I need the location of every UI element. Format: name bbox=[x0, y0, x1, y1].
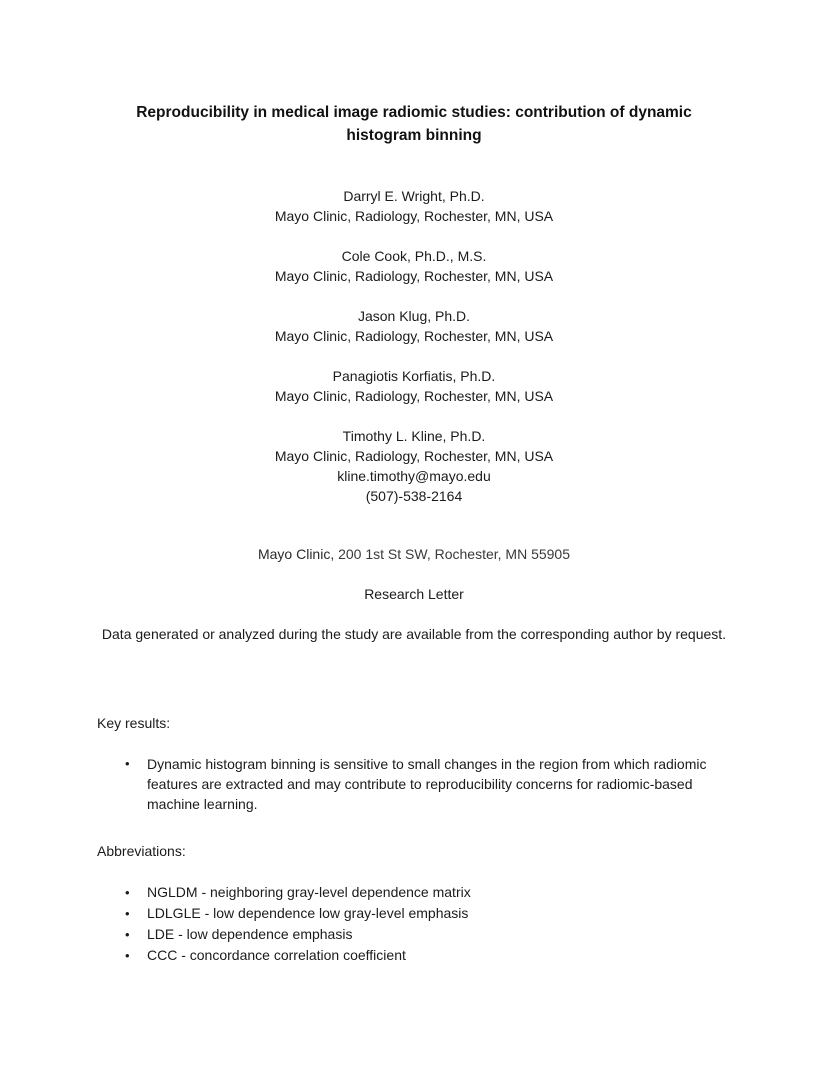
author-affiliation: Mayo Clinic, Radiology, Rochester, MN, USA bbox=[274, 388, 554, 404]
author-affiliation: Mayo Clinic, Radiology, Rochester, MN, USA bbox=[274, 208, 554, 224]
data-availability-statement: Data generated or analyzed during the study are available from the corresponding author by request. bbox=[101, 626, 727, 642]
bullet-icon: • bbox=[125, 927, 130, 942]
list-item-text: CCC - concordance correlation coefficient bbox=[147, 947, 406, 963]
key-results-heading: Key results: bbox=[97, 715, 171, 731]
author-list bbox=[97, 186, 731, 506]
author-email: kline.timothy@mayo.edu bbox=[337, 468, 491, 484]
author-affiliation: Mayo Clinic, Radiology, Rochester, MN, USA bbox=[274, 328, 554, 344]
abbreviations-heading: Abbreviations: bbox=[97, 843, 186, 859]
list-item-text: NGLDM - neighboring gray-level dependence matrix bbox=[147, 884, 471, 900]
institution-name: Mayo Clinic, bbox=[257, 546, 335, 562]
author-name: Cole Cook, Ph.D., M.S. bbox=[341, 248, 487, 264]
author-phone: (507)-538-2164 bbox=[365, 488, 463, 504]
paper-title: Reproducibility in medical image radiomic studies: contribution of dynamic histogram binning bbox=[136, 104, 692, 144]
author-block bbox=[97, 246, 731, 286]
bullet-icon: • bbox=[125, 948, 130, 963]
bullet-icon: • bbox=[125, 906, 130, 921]
author-block bbox=[97, 306, 731, 346]
list-item bbox=[125, 882, 731, 903]
document-type: Research Letter bbox=[364, 586, 464, 602]
list-item bbox=[125, 924, 731, 945]
institution-address bbox=[97, 544, 731, 564]
author-affiliation: Mayo Clinic, Radiology, Rochester, MN, USA bbox=[274, 268, 554, 284]
list-item-text: Dynamic histogram binning is sensitive to small changes in the region from which radiomic features are extracted and may contribute to reproducibility concerns for radiomic-based machine learning. bbox=[147, 756, 707, 812]
key-results-list bbox=[97, 754, 731, 814]
bullet-icon: • bbox=[125, 885, 130, 900]
list-item bbox=[125, 754, 731, 814]
author-block bbox=[97, 426, 731, 506]
bullet-icon: • bbox=[125, 756, 130, 771]
author-name: Panagiotis Korfiatis, Ph.D. bbox=[332, 368, 496, 384]
author-affiliation: Mayo Clinic, Radiology, Rochester, MN, USA bbox=[274, 448, 554, 464]
abbreviations-list bbox=[97, 882, 731, 966]
list-item-text: LDE - low dependence emphasis bbox=[147, 926, 353, 942]
author-name: Jason Klug, Ph.D. bbox=[357, 308, 471, 324]
author-block bbox=[97, 366, 731, 406]
author-block bbox=[97, 186, 731, 226]
institution-street: 200 1st St SW, Rochester, MN 55905 bbox=[334, 546, 571, 562]
list-item bbox=[125, 945, 731, 966]
list-item-text: LDLGLE - low dependence low gray-level emphasis bbox=[147, 905, 469, 921]
author-name: Timothy L. Kline, Ph.D. bbox=[342, 428, 486, 444]
list-item bbox=[125, 903, 731, 924]
author-name: Darryl E. Wright, Ph.D. bbox=[343, 188, 485, 204]
